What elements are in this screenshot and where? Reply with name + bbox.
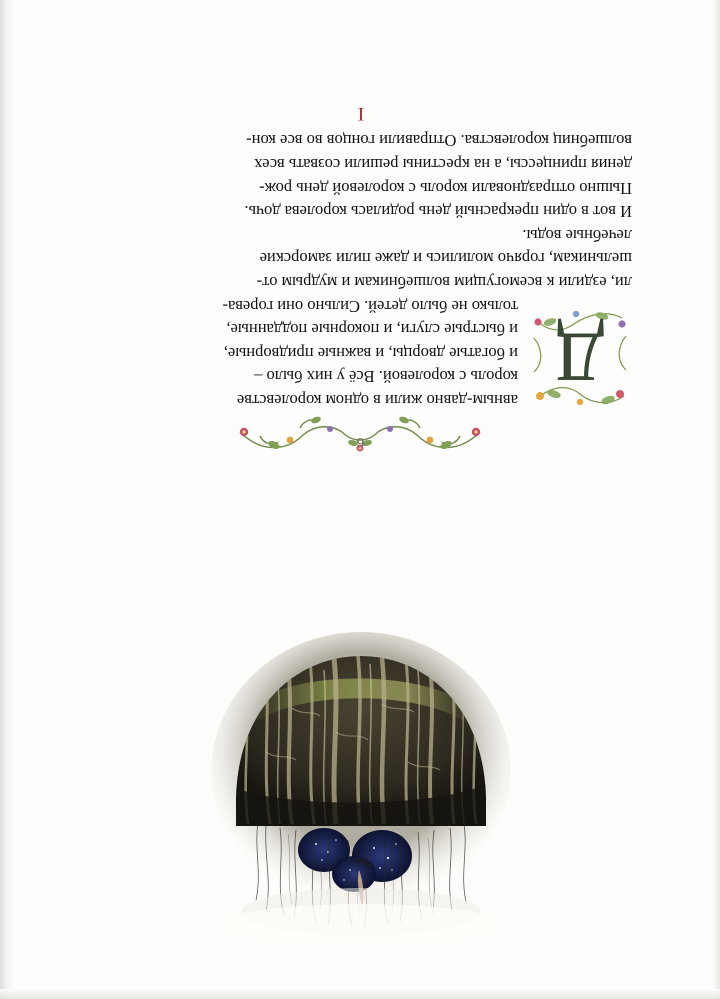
text-line: волшебниц королевства. Отправили гонцов во все кон- bbox=[246, 131, 632, 151]
text-line: Пышно отпраздновали король с королевой день рож- bbox=[259, 178, 632, 198]
text-line: лечебные воды. bbox=[522, 225, 632, 245]
text-line: дения принцессы, а на крестины решили созвать всех bbox=[254, 155, 632, 175]
body-text bbox=[87, 129, 632, 412]
paragraph-1 bbox=[87, 223, 632, 412]
paragraph-2 bbox=[87, 129, 632, 223]
svg-text:Д: Д bbox=[556, 318, 604, 395]
rotated-text-block bbox=[0, 0, 720, 470]
text-line: только не было детей. Сильно они горева- bbox=[222, 296, 518, 316]
text-line: шельникам, горячо молились и даже пили заморские bbox=[259, 249, 632, 269]
text-line: и богатые дворцы, и важные придворные, bbox=[223, 343, 518, 363]
page-edge-shadow-bottom bbox=[0, 989, 720, 999]
text-line: ли, ездили к всемогущим волшебникам и мудрым от- bbox=[256, 273, 632, 293]
page-header bbox=[0, 433, 720, 464]
folio-number: 6 bbox=[355, 434, 365, 450]
text-line: король с королевой. Всё у них было – bbox=[254, 367, 518, 387]
text-line: и быстрые слуги, и покорные подданные, bbox=[226, 320, 518, 340]
roots-and-night-sky-vignette bbox=[196, 612, 526, 942]
text-line: авным-давно жили в одном королевстве bbox=[236, 391, 518, 410]
chapter-number: I bbox=[355, 103, 365, 124]
illuminated-initial-D-icon bbox=[528, 306, 632, 410]
text-line: И вот в один прекрасный день родилась королева дочь. bbox=[244, 202, 632, 222]
